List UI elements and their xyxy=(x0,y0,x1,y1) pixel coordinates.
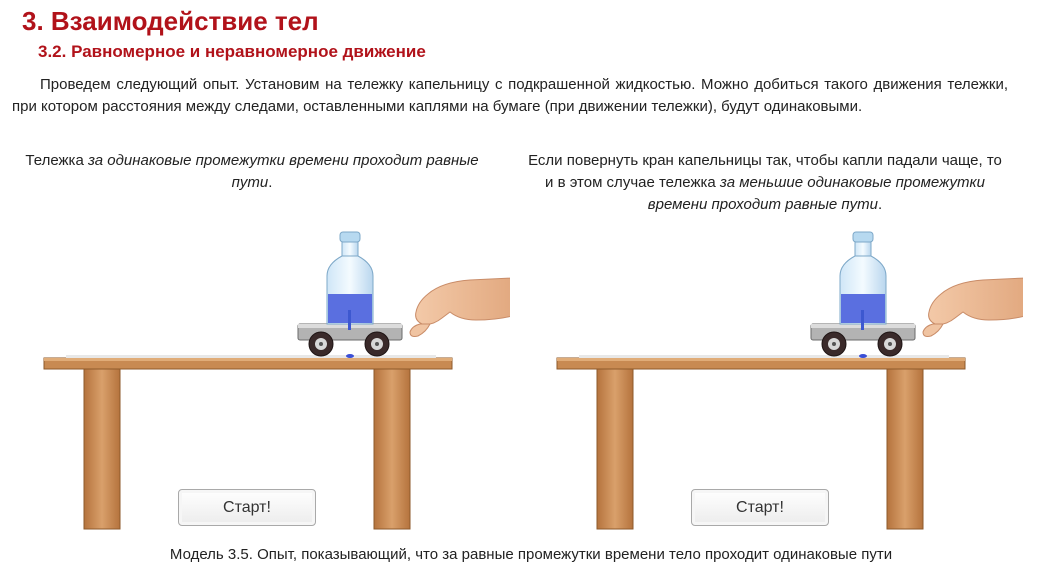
left-caption-plain: Тележка xyxy=(25,152,88,169)
section-subtitle: 3.2. Равномерное и неравномерное движение xyxy=(38,42,426,61)
right-experiment-scene xyxy=(553,220,1023,540)
dropper-bottle-icon xyxy=(840,232,886,330)
left-caption-end: . xyxy=(268,174,273,191)
left-caption-italic: за одинаковые промежутки времени проходит равные пути xyxy=(87,152,479,191)
intro-paragraph: Проведем следующий опыт. Установим на тележку капельницу с подкрашенной жидкостью. Можно добиться такого движения тележки, при котором расстояния между следами, оставленными каплями на бумаге (при движении тележки), будут одинаковыми. xyxy=(12,76,1008,115)
left-caption xyxy=(20,150,484,194)
right-caption xyxy=(525,150,1005,216)
start-button-right[interactable]: Старт! xyxy=(691,489,829,526)
model-caption: Модель 3.5. Опыт, показывающий, что за равные промежутки времени тело проходит одинаковые пути xyxy=(169,546,893,563)
dropper-bottle-icon xyxy=(327,232,373,330)
page-title: 3. Взаимодействие тел xyxy=(22,6,319,36)
right-caption-end: . xyxy=(878,196,883,213)
right-caption-italic: за меньшие одинаковые промежутки времени проходит равные пути xyxy=(647,174,985,213)
start-button-left[interactable]: Старт! xyxy=(178,489,316,526)
left-experiment-scene xyxy=(40,220,510,540)
hand-icon xyxy=(410,278,510,337)
right-caption-plain: Если повернуть кран капельницы так, чтобы капли падали чаще, то и в этом случае тележка xyxy=(528,152,1002,191)
hand-icon xyxy=(923,278,1023,337)
